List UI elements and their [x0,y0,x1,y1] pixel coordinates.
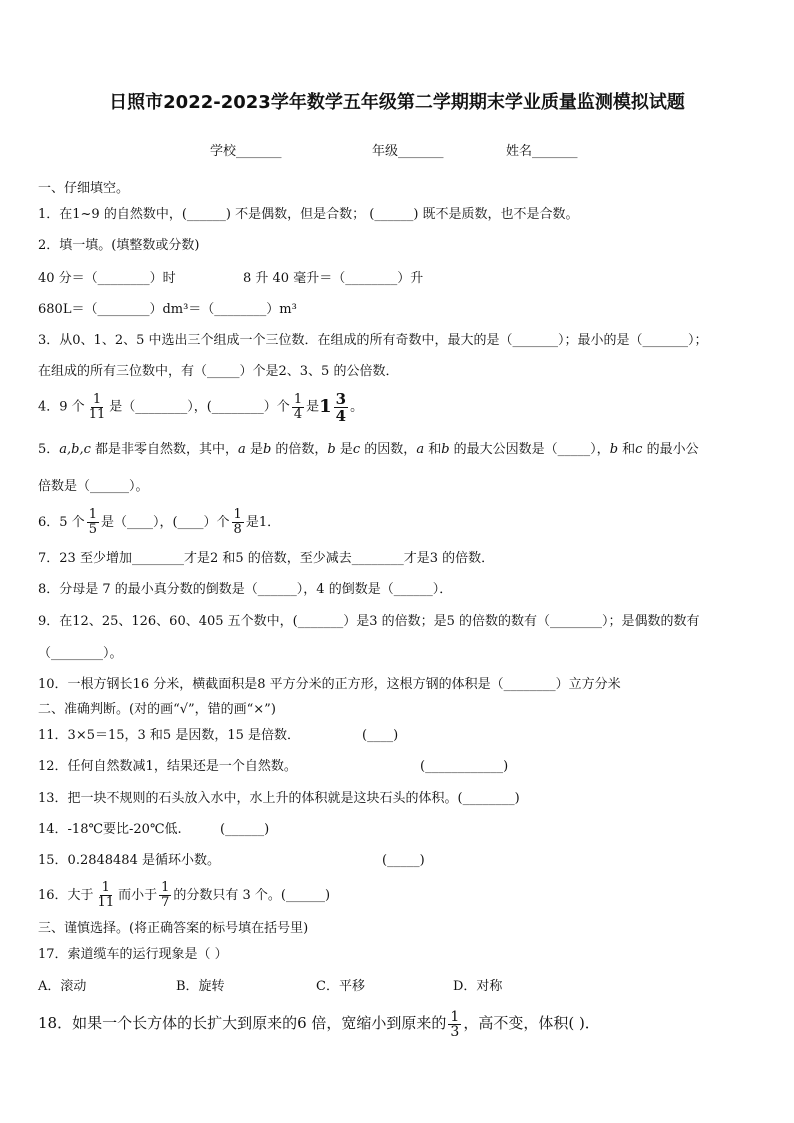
question-2: 2．填一填。(填整数或分数) [38,238,200,253]
school-field[interactable]: 学校_______ [210,144,282,159]
question-2c: 680L＝（________）dm³＝（________）m³ [38,302,297,317]
name-field[interactable]: 姓名_______ [506,144,578,159]
question-17: 17．索道缆车的运行现象是（ ） [38,947,228,962]
question-3-line-2: 在组成的所有三位数中，有（_____）个是2、3、5 的公倍数． [38,364,399,379]
q16-fraction-2: $\frac{1}{7}$ [161,880,170,910]
section-3-heading: 三、谨慎选择。(将正确答案的标号填在括号里) [38,921,309,936]
q17-option-b[interactable]: B．旋转 [176,979,225,994]
page-title: 日照市2022-2023学年数学五年级第二学期期末学业质量监测模拟试题 [109,92,685,113]
question-14: 14．-18℃要比-20℃低. [38,822,182,837]
question-15: 15．0.2848484 是循环小数。 [38,853,220,868]
q4-mixed-integer: 1 [319,396,332,417]
q16-fraction-1: $\frac{1}{11}$ [97,880,115,910]
question-2a: 40 分＝（________）时 [38,271,176,286]
q14-answer-blank[interactable]: (______) [220,822,270,837]
question-11: 11．3×5＝15，3 和5 是因数，15 是倍数． [38,728,300,743]
section-2-heading: 二、准确判断。(对的画“√”，错的画“×”) [38,702,276,717]
question-16: 16．大于 $\frac{1}{11}$ 而小于 $\frac{1}{7}$ 的分数只有 3 个。(______) [38,880,331,910]
q18-fraction: $\frac{1}{3}$ [450,1008,460,1040]
q17-option-c[interactable]: C．平移 [316,979,365,994]
q12-answer-blank[interactable]: (____________) [420,759,509,774]
q4-text-3: 是 [306,399,320,415]
question-4 [38,390,363,425]
question-8: 8．分母是 7 的最小真分数的倒数是（______），4 的倒数是（______）． [38,582,453,597]
q4-fraction-3: $\frac{3}{4}$ [335,389,347,425]
question-1: 1．在1~9 的自然数中，(______) 不是偶数，但是合数； (______) 既不是质数，也不是合数。 [38,207,579,222]
question-9-line-1: 9．在12、25、126、60、405 五个数中，(_______）是3 的倍数；是5 的倍数的数有（________）；是偶数的数有 [38,614,700,629]
section-1-heading: 一、仔细填空。 [38,181,130,196]
grade-field[interactable]: 年级_______ [372,144,444,159]
q4-text-4: 。 [350,399,364,415]
question-10: 10．一根方钢长16 分米，横截面积是8 平方分米的正方形，这根方钢的体积是（________）立方分米 [38,677,621,692]
q6-fraction-1: $\frac{1}{5}$ [88,507,97,537]
q4-fraction-1: $\frac{1}{11}$ [88,391,106,422]
q11-answer-blank[interactable]: (____) [362,728,399,743]
question-9-line-2: （________）。 [38,646,123,661]
q6-fraction-2: $\frac{1}{8}$ [233,507,242,537]
question-18: 18．如果一个长方体的长扩大到原来的6 倍，宽缩小到原来的 $\frac{1}{3}$ ，高不变，体积( )． [38,1008,600,1040]
question-13: 13．把一块不规则的石头放入水中，水上升的体积就是这块石头的体积。(________) [38,791,520,806]
question-5-line-2: 倍数是（______）。 [38,479,149,494]
q17-option-d[interactable]: D．对称 [453,979,503,994]
q17-options [38,978,758,996]
q17-option-a[interactable]: A．滚动 [38,979,87,994]
q4-text-1: 4．9 个 [38,399,85,415]
question-3-line-1: 3．从0、1、2、5 中选出三个组成一个三位数．在组成的所有奇数中，最大的是（_______）；最小的是（_______）； [38,333,708,348]
question-7: 7．23 至少增加________才是2 和5 的倍数，至少减去________才是3 的倍数． [38,551,495,566]
q4-text-2: 是（________），(________）个 [109,399,290,415]
question-5-line-1: 5．a,b,c 都是非零自然数，其中，a 是b 的倍数，b 是c 的因数，a 和b 的最大公因数是（_____），b 和c 的最小公 [38,442,699,457]
q4-fraction-2: $\frac{1}{4}$ [293,391,303,422]
q15-answer-blank[interactable]: (_____) [382,853,425,868]
question-6: 6．5 个 $\frac{1}{5}$ 是（____），(____）个 $\frac{1}{8}$ 是1． [38,507,281,537]
question-2b: 8 升 40 毫升＝（________）升 [243,271,424,286]
question-12: 12．任何自然数减1，结果还是一个自然数。 [38,759,297,774]
